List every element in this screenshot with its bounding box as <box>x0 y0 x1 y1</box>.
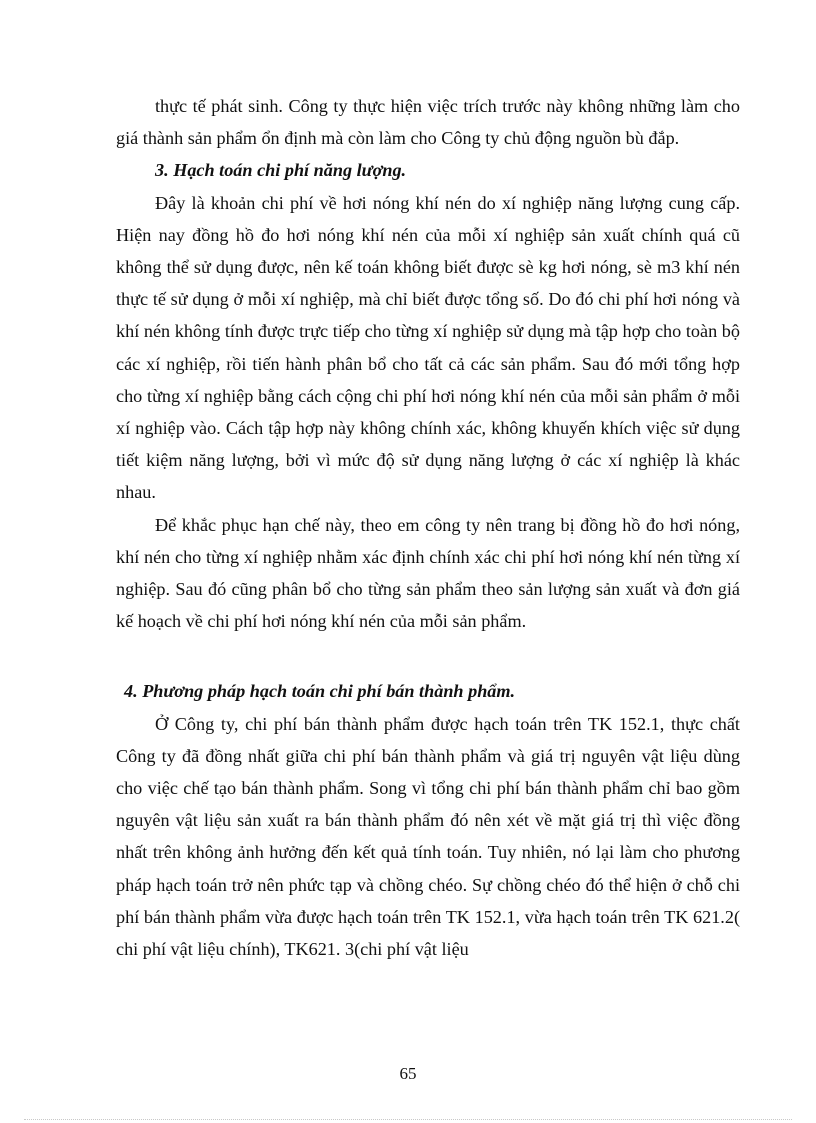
page-number: 65 <box>399 1064 417 1083</box>
paragraph-continued: thực tế phát sinh. Công ty thực hiện việc trích trước này không những làm cho giá thành sản phẩm ổn định mà còn làm cho Công ty chủ động nguồn bù đắp. <box>116 96 740 149</box>
body-text <box>116 90 740 965</box>
section-heading-4: 4. Phương pháp hạch toán chi phí bán thành phẩm. <box>124 681 516 702</box>
paragraph-3a: Đây là khoản chi phí về hơi nóng khí nén do xí nghiệp năng lượng cung cấp. Hiện nay đồng hồ đo hơi nóng khí nén của mỗi xí nghiệp sản xuất chính quá cũ không thể sử dụng được, nên kế toán không biết được sè kg hơi nóng, sè m3 khí nén thực tế sử dụng ở mỗi xí nghiệp, mà chỉ biết được tổng số. Do đó chi phí hơi nóng và khí nén không tính được trực tiếp cho từng xí nghiệp sử dụng mà tập hợp cho toàn bộ các xí nghiệp, rồi tiến hành phân bổ cho tất cả các sản phẩm. Sau đó mới tổng hợp cho từng xí nghiệp bằng cách cộng chi phí hơi nóng khí nén của mỗi sản phẩm ở mỗi xí nghiệp vào. Cách tập hợp này không chính xác, không khuyến khích việc sử dụng tiết kiệm năng lượng, bởi vì mức độ sử dụng năng lượng ở các xí nghiệp là khác nhau. <box>116 192 740 503</box>
paragraph-3b: Để khắc phục hạn chế này, theo em công ty nên trang bị đồng hồ đo hơi nóng, khí nén cho từng xí nghiệp nhằm xác định chính xác chi phí hơi nóng khí nén từng xí nghiệp. Sau đó cũng phân bổ cho từng sản phẩm theo sản lượng sản xuất và đơn giá kế hoạch về chi phí hơi nóng khí nén của mỗi sản phẩm. <box>116 514 740 632</box>
page-bottom-divider <box>24 1119 792 1120</box>
paragraph-4a: Ở Công ty, chi phí bán thành phẩm được hạch toán trên TK 152.1, thực chất Công ty đã đồng nhất giữa chi phí bán thành phẩm và giá trị nguyên vật liệu dùng cho việc chế tạo bán thành phẩm. Song vì tổng chi phí bán thành phẩm chỉ bao gồm nguyên vật liệu sản xuất ra bán thành phẩm đó nên xét về mặt giá trị thì việc đồng nhất trên không ảnh hưởng đến kết quả tính toán. Tuy nhiên, nó lại làm cho phương pháp hạch toán trở nên phức tạp và chồng chéo. Sự chồng chéo đó thể hiện ở chỗ chi phí bán thành phẩm vừa được hạch toán trên TK 152.1, vừa hạch toán trên TK 621.2( chi phí vật liệu chính), TK621. 3(chi phí vật liệu <box>116 713 740 960</box>
section-heading-3: 3. Hạch toán chi phí năng lượng. <box>155 160 407 181</box>
